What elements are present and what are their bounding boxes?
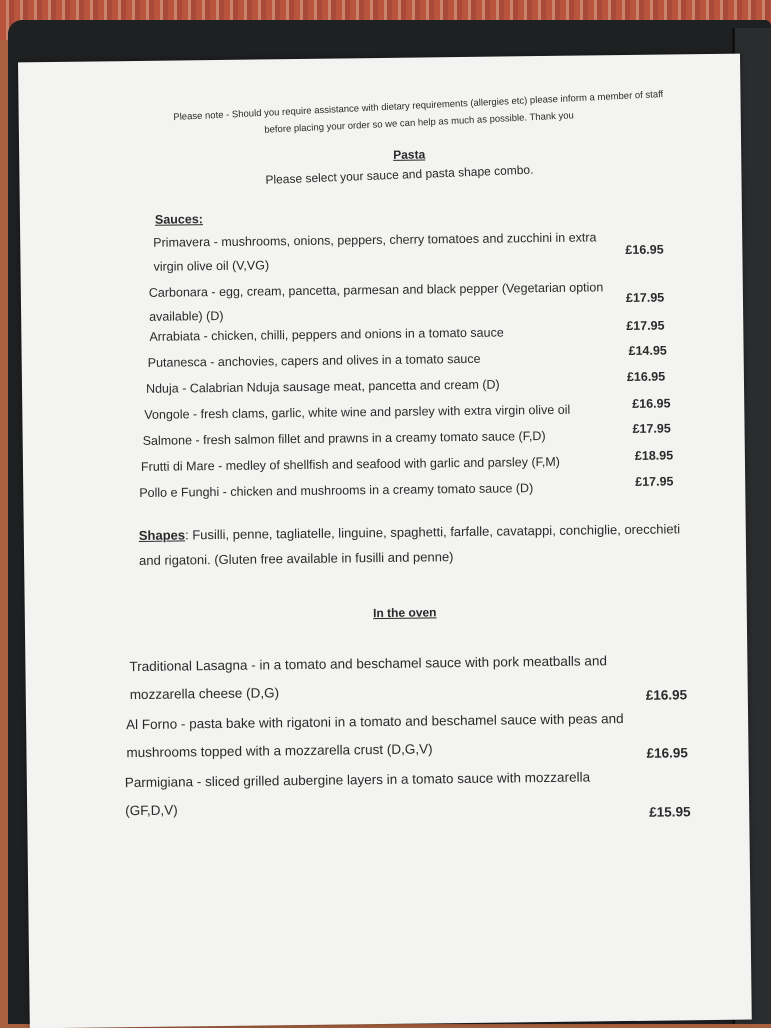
oven-heading: In the oven [373,605,437,621]
oven-price: £16.95 [645,687,688,703]
sauce-price: £14.95 [628,343,667,358]
list-item: Frutti di Mare - medley of shellfish and seafood with garlic and parsley (F,M) [140,454,560,474]
sauce-price: £16.95 [632,396,671,411]
list-item: Arrabiata - chicken, chilli, peppers and onions in a tomato sauce [149,325,504,344]
dietary-note: Please note - Should you require assistance with dietary requirements (allergies etc) please inform a member of staff before placing your order so we can help as much as possible. Thank you [173,88,664,136]
list-item: Pollo e Funghi - chicken and mushrooms in a creamy tomato sauce (D) [139,481,534,500]
menu-page [18,54,752,1028]
sauces-label: Sauces: [154,212,203,227]
pasta-shapes: Shapes: Fusilli, penne, tagliatelle, linguine, spaghetti, farfalle, cavatappi, conchiglie, orecchieti and rigatoni. (Gluten free available in fusilli and penne) [138,521,681,568]
oven-price: £15.95 [649,804,691,820]
sauce-price: £17.95 [626,318,665,333]
sauce-price: £16.95 [626,369,666,384]
list-item: Parmigiana - sliced grilled aubergine layers in a tomato sauce with mozzarella (GF,D,V) [124,769,591,819]
list-item: Putanesca - anchovies, capers and olives in a tomato sauce [147,351,481,370]
list-item: Al Forno - pasta bake with rigatoni in a tomato and beschamel sauce with peas and mushrooms topped with a mozzarella crust (D,G,V) [126,711,624,761]
pasta-subheading: Please select your sauce and pasta shape combo. [265,162,534,187]
list-item: Traditional Lasagna - in a tomato and beschamel sauce with pork meatballs and mozzarella cheese (D,G) [129,653,608,703]
list-item: Primavera - mushrooms, onions, peppers, cherry tomatoes and zucchini in extra virgin olive oil (V,VG) [153,230,597,274]
list-item: Vongole - fresh clams, garlic, white wine and parsley with extra virgin olive oil [144,402,571,422]
sauce-price: £16.95 [625,242,664,258]
pasta-heading: Pasta [393,147,426,162]
oven-price: £16.95 [646,745,688,761]
list-item: Salmone - fresh salmon fillet and prawns in a creamy tomato sauce (F,D) [142,428,546,448]
list-item: Nduja - Calabrian Nduja sausage meat, pancetta and cream (D) [145,377,500,396]
sauce-price: £18.95 [634,448,674,463]
sauce-price: £17.95 [635,474,674,489]
sauce-price: £17.95 [632,421,671,436]
sauce-price: £17.95 [625,290,665,306]
list-item: Carbonara - egg, cream, pancetta, parmesan and black pepper (Vegetarian option available) (D) [148,280,604,324]
